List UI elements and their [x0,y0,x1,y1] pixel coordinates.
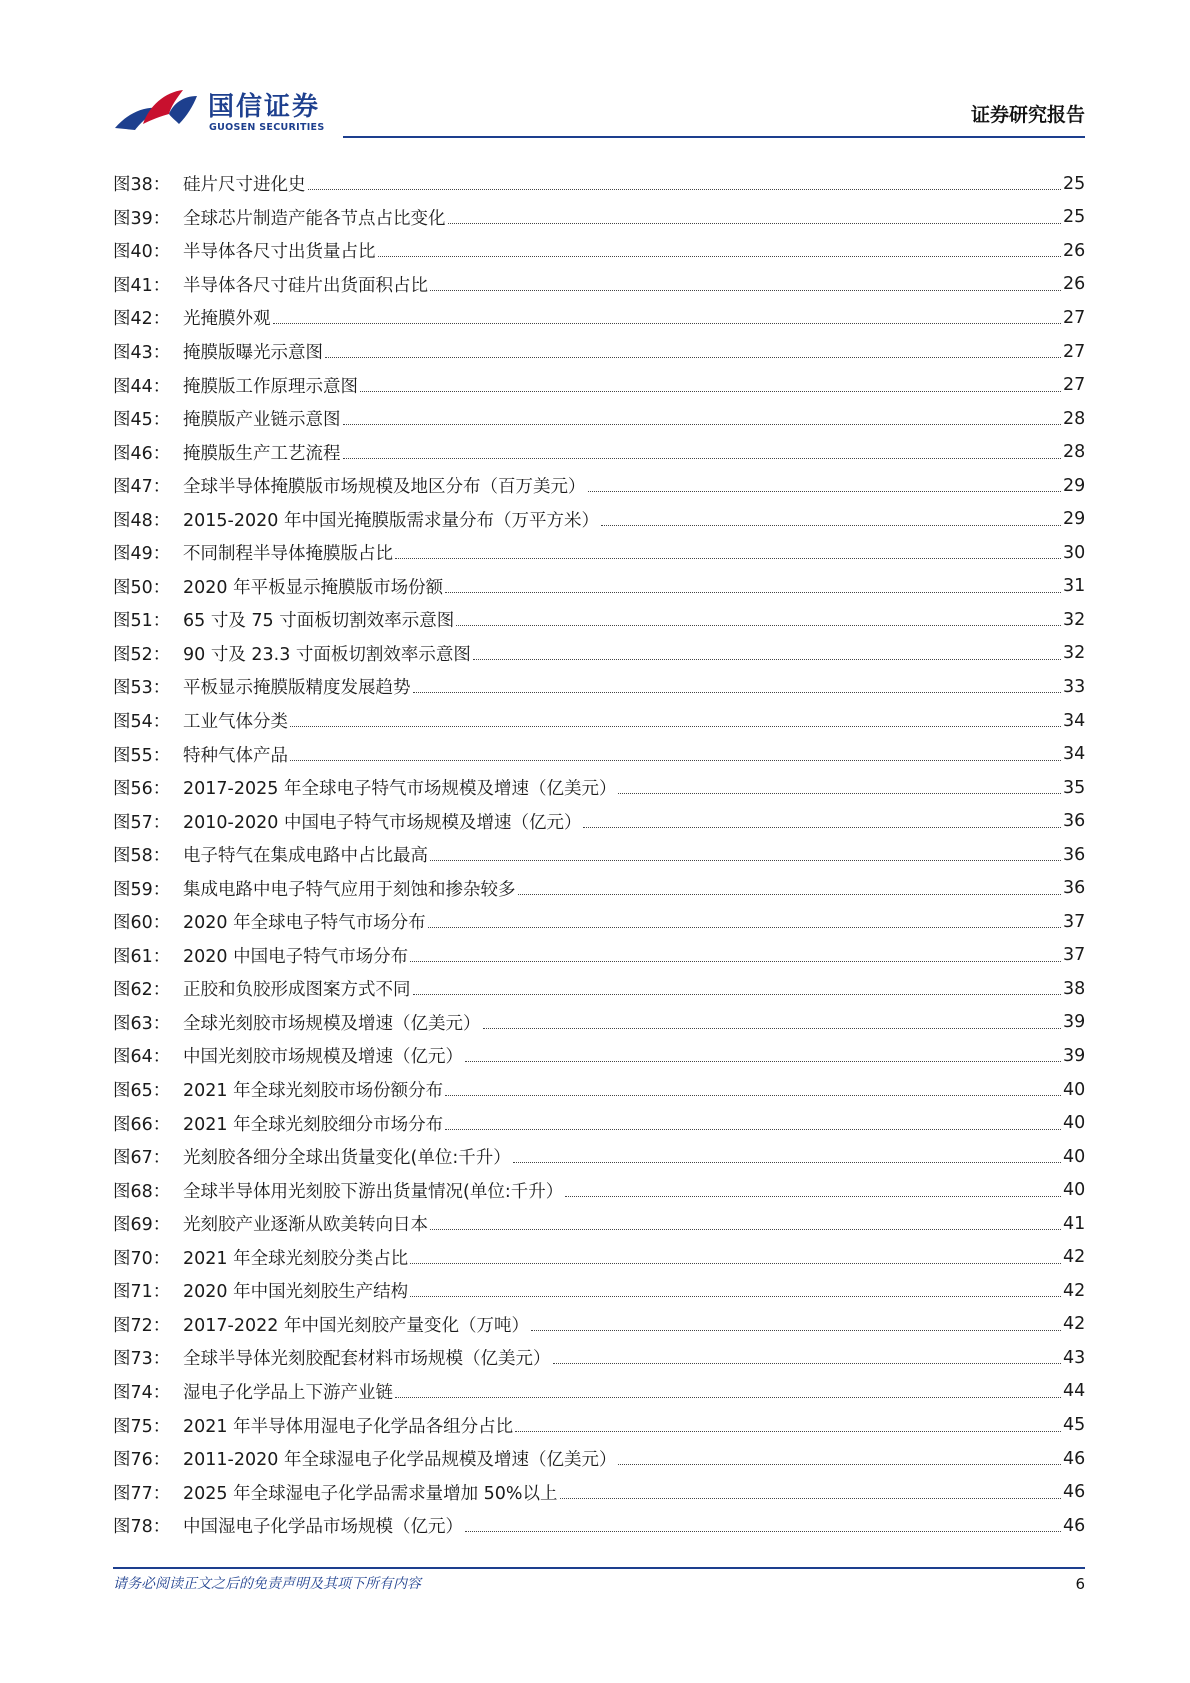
toc-page-number: 36 [1063,811,1086,832]
toc-figure-title: 2020 年中国光刻胶生产结构 [183,1282,409,1303]
toc-dot-leader [308,189,1062,190]
toc-dot-leader [395,1397,1061,1398]
toc-entry[interactable] [113,737,1085,771]
toc-entry[interactable] [113,1408,1085,1442]
toc-entry[interactable] [113,871,1085,905]
toc-figure-title: 2021 年全球光刻胶细分市场分布 [183,1114,444,1135]
toc-dot-leader [430,1229,1061,1230]
toc-entry[interactable] [113,335,1085,369]
toc-entry[interactable] [113,301,1085,335]
toc-figure-number: 图44： [113,376,171,397]
toc-entry[interactable] [113,268,1085,302]
toc-dot-leader [273,323,1062,324]
toc-figure-number: 图58： [113,846,171,867]
toc-figure-number: 图50： [113,577,171,598]
toc-entry[interactable] [113,1173,1085,1207]
toc-dot-leader [565,1196,1061,1197]
toc-figure-number: 图56： [113,779,171,800]
toc-figure-number: 图40： [113,242,171,263]
toc-dot-leader [553,1363,1062,1364]
toc-figure-number: 图49： [113,544,171,565]
toc-entry[interactable] [113,435,1085,469]
toc-entry[interactable] [113,1241,1085,1275]
toc-entry[interactable] [113,1006,1085,1040]
toc-figure-title: 2017-2022 年中国光刻胶产量变化（万吨） [183,1315,529,1336]
toc-page-number: 32 [1063,609,1086,630]
toc-figure-title: 2020 年平板显示掩膜版市场份额 [183,577,444,598]
toc-figure-number: 图69： [113,1215,171,1236]
toc-dot-leader [601,525,1061,526]
toc-entry[interactable] [113,1341,1085,1375]
toc-figure-title: 不同制程半导体掩膜版占比 [183,544,393,565]
toc-figure-title: 中国湿电子化学品市场规模（亿元） [183,1517,463,1538]
toc-dot-leader [428,927,1061,928]
toc-dot-leader [531,1330,1061,1331]
toc-dot-leader [560,1498,1061,1499]
toc-entry[interactable] [113,1509,1085,1543]
toc-page-number: 27 [1063,307,1086,328]
toc-figure-number: 图74： [113,1382,171,1403]
toc-figure-number: 图75： [113,1416,171,1437]
toc-entry[interactable] [113,637,1085,671]
toc-entry[interactable] [113,201,1085,235]
toc-figure-number: 图51： [113,611,171,632]
toc-figure-number: 图66： [113,1114,171,1135]
toc-figure-title: 掩膜版产业链示意图 [183,410,341,431]
toc-entry[interactable] [113,502,1085,536]
toc-entry[interactable] [113,603,1085,637]
guosen-logo-mark-icon [113,84,201,134]
toc-dot-leader [588,491,1062,492]
toc-figure-number: 图67： [113,1148,171,1169]
toc-page-number: 25 [1063,173,1086,194]
toc-dot-leader [360,391,1061,392]
toc-entry[interactable] [113,1375,1085,1409]
toc-dot-leader [410,961,1061,962]
toc-figure-number: 图48： [113,510,171,531]
toc-dot-leader [413,692,1062,693]
toc-dot-leader [513,1162,1061,1163]
toc-page-number: 26 [1063,274,1086,295]
toc-dot-leader [430,290,1061,291]
toc-figure-title: 特种气体产品 [183,745,288,766]
toc-figure-number: 图61： [113,946,171,967]
toc-page-number: 28 [1063,442,1086,463]
toc-entry[interactable] [113,368,1085,402]
toc-figure-title: 90 寸及 23.3 寸面板切割效率示意图 [183,644,471,665]
toc-figure-title: 光刻胶产业逐渐从欧美转向日本 [183,1215,428,1236]
toc-dot-leader [473,659,1061,660]
toc-figure-title: 半导体各尺寸出货量占比 [183,242,376,263]
figure-list [113,167,1085,1542]
toc-figure-title: 2017-2025 年全球电子特气市场规模及增速（亿美元） [183,779,617,800]
logo-chinese-name: 国信证券 [208,92,321,122]
toc-page-number: 46 [1063,1448,1086,1469]
toc-figure-title: 65 寸及 75 寸面板切割效率示意图 [183,611,455,632]
toc-figure-number: 图70： [113,1248,171,1269]
toc-entry[interactable] [113,1207,1085,1241]
toc-figure-number: 图38： [113,175,171,196]
toc-entry[interactable] [113,1073,1085,1107]
guosen-logo [113,80,333,136]
toc-dot-leader [456,625,1061,626]
toc-dot-leader [378,256,1062,257]
toc-figure-title: 光刻胶各细分全球出货量变化(单位:千升） [183,1148,511,1169]
toc-dot-leader [618,1464,1061,1465]
toc-dot-leader [395,558,1061,559]
toc-dot-leader [445,1095,1061,1096]
toc-page-number: 27 [1063,375,1086,396]
toc-figure-number: 图52： [113,644,171,665]
toc-dot-leader [583,827,1061,828]
toc-figure-number: 图45： [113,410,171,431]
toc-page-number: 30 [1063,542,1086,563]
toc-figure-number: 图68： [113,1181,171,1202]
toc-entry[interactable] [113,536,1085,570]
toc-figure-title: 全球半导体光刻胶配套材料市场规模（亿美元） [183,1349,551,1370]
toc-dot-leader [290,760,1061,761]
toc-entry[interactable] [113,1442,1085,1476]
logo-english-name: GUOSEN SECURITIES [209,122,325,133]
toc-dot-leader [343,458,1062,459]
toc-figure-title: 2021 年全球光刻胶分类占比 [183,1248,409,1269]
toc-page-number: 34 [1063,744,1086,765]
toc-page-number: 28 [1063,408,1086,429]
footer-divider [113,1567,1085,1569]
toc-page-number: 38 [1063,978,1086,999]
toc-page-number: 42 [1063,1280,1086,1301]
page-number: 6 [1075,1575,1085,1593]
toc-figure-title: 中国光刻胶市场规模及增速（亿元） [183,1047,463,1068]
toc-page-number: 44 [1063,1381,1086,1402]
toc-page-number: 40 [1063,1180,1086,1201]
toc-page-number: 40 [1063,1146,1086,1167]
toc-figure-number: 图65： [113,1081,171,1102]
toc-page-number: 41 [1063,1213,1086,1234]
toc-page-number: 46 [1063,1515,1086,1536]
toc-page-number: 46 [1063,1482,1086,1503]
toc-entry[interactable] [113,1274,1085,1308]
toc-page-number: 34 [1063,710,1086,731]
toc-entry[interactable] [113,570,1085,604]
header-divider [343,136,1085,138]
toc-dot-leader [483,1028,1062,1029]
toc-entry[interactable] [113,804,1085,838]
toc-page-number: 37 [1063,911,1086,932]
toc-figure-title: 2020 年全球电子特气市场分布 [183,913,426,934]
toc-page-number: 33 [1063,676,1086,697]
toc-page-number: 42 [1063,1247,1086,1268]
toc-page-number: 37 [1063,945,1086,966]
toc-page-number: 40 [1063,1079,1086,1100]
toc-dot-leader [445,1129,1061,1130]
toc-figure-title: 2025 年全球湿电子化学品需求量增加 50%以上 [183,1483,558,1504]
toc-figure-title: 2021 年全球光刻胶市场份额分布 [183,1081,444,1102]
toc-figure-title: 半导体各尺寸硅片出货面积占比 [183,275,428,296]
toc-figure-number: 图53： [113,678,171,699]
toc-entry[interactable] [113,670,1085,704]
toc-figure-number: 图55： [113,745,171,766]
toc-dot-leader [445,592,1061,593]
toc-page-number: 35 [1063,777,1086,798]
toc-figure-title: 全球半导体掩膜版市场规模及地区分布（百万美元） [183,477,586,498]
toc-figure-title: 2010-2020 中国电子特气市场规模及增速（亿元） [183,812,582,833]
toc-page-number: 27 [1063,341,1086,362]
toc-dot-leader [448,223,1062,224]
toc-figure-title: 掩膜版生产工艺流程 [183,443,341,464]
toc-entry[interactable] [113,1308,1085,1342]
toc-page-number: 40 [1063,1113,1086,1134]
toc-entry[interactable] [113,469,1085,503]
toc-figure-number: 图71： [113,1282,171,1303]
toc-figure-title: 全球半导体用光刻胶下游出货量情况(单位:千升） [183,1181,564,1202]
toc-figure-number: 图78： [113,1517,171,1538]
toc-entry[interactable] [113,1039,1085,1073]
toc-entry[interactable] [113,838,1085,872]
toc-figure-number: 图64： [113,1047,171,1068]
toc-figure-title: 电子特气在集成电路中占比最高 [183,846,428,867]
report-type-label: 证券研究报告 [970,104,1085,126]
toc-figure-title: 2015-2020 年中国光掩膜版需求量分布（万平方米） [183,510,599,531]
toc-figure-number: 图47： [113,477,171,498]
footer-disclaimer: 请务必阅读正文之后的免责声明及其项下所有内容 [113,1576,421,1592]
toc-page-number: 36 [1063,878,1086,899]
toc-figure-number: 图76： [113,1450,171,1471]
toc-dot-leader [430,860,1061,861]
toc-dot-leader [343,424,1062,425]
toc-dot-leader [325,357,1061,358]
toc-figure-title: 全球光刻胶市场规模及增速（亿美元） [183,1013,481,1034]
toc-dot-leader [410,1263,1061,1264]
toc-figure-title: 全球芯片制造产能各节点占比变化 [183,208,446,229]
toc-figure-number: 图63： [113,1013,171,1034]
toc-entry[interactable] [113,234,1085,268]
toc-dot-leader [465,1531,1061,1532]
toc-figure-title: 湿电子化学品上下游产业链 [183,1382,393,1403]
toc-dot-leader [413,994,1062,995]
toc-figure-number: 图62： [113,980,171,1001]
page-header [113,80,1085,140]
toc-figure-number: 图60： [113,913,171,934]
toc-figure-number: 图43： [113,343,171,363]
toc-figure-number: 图73： [113,1349,171,1370]
toc-entry[interactable] [113,1106,1085,1140]
toc-page-number: 31 [1063,576,1086,597]
toc-figure-number: 图41： [113,275,171,296]
toc-dot-leader [290,726,1061,727]
toc-figure-title: 平板显示掩膜版精度发展趋势 [183,678,411,699]
toc-figure-title: 工业气体分类 [183,712,288,733]
toc-figure-number: 图77： [113,1483,171,1504]
toc-figure-title: 掩膜版曝光示意图 [183,343,323,363]
toc-page-number: 43 [1063,1347,1086,1368]
toc-figure-number: 图54： [113,712,171,733]
toc-entry[interactable] [113,771,1085,805]
toc-figure-title: 光掩膜外观 [183,309,271,330]
toc-figure-title: 2011-2020 年全球湿电子化学品规模及增速（亿美元） [183,1450,617,1471]
toc-entry[interactable] [113,167,1085,201]
toc-entry[interactable] [113,905,1085,939]
toc-page-number: 42 [1063,1314,1086,1335]
toc-dot-leader [518,894,1062,895]
toc-figure-number: 图59： [113,879,171,900]
toc-page-number: 25 [1063,207,1086,228]
toc-figure-number: 图57： [113,812,171,833]
toc-page-number: 39 [1063,1045,1086,1066]
toc-dot-leader [465,1061,1061,1062]
toc-figure-title: 硅片尺寸进化史 [183,175,306,196]
toc-page-number: 29 [1063,509,1086,530]
toc-page-number: 36 [1063,844,1086,865]
toc-figure-title: 2021 年半导体用湿电子化学品各组分占比 [183,1416,514,1437]
toc-figure-title: 掩膜版工作原理示意图 [183,376,358,397]
toc-figure-number: 图39： [113,208,171,229]
toc-page-number: 32 [1063,643,1086,664]
toc-figure-number: 图72： [113,1315,171,1336]
toc-page-number: 26 [1063,240,1086,261]
toc-figure-number: 图46： [113,443,171,464]
toc-figure-title: 正胶和负胶形成图案方式不同 [183,980,411,1001]
toc-page-number: 29 [1063,475,1086,496]
toc-dot-leader [515,1431,1061,1432]
toc-page-number: 45 [1063,1415,1086,1435]
toc-dot-leader [410,1296,1061,1297]
toc-entry[interactable] [113,1140,1085,1174]
toc-figure-title: 集成电路中电子特气应用于刻蚀和掺杂较多 [183,879,516,900]
toc-entry[interactable] [113,1475,1085,1509]
toc-entry[interactable] [113,704,1085,738]
toc-figure-title: 2020 中国电子特气市场分布 [183,946,409,967]
toc-entry[interactable] [113,402,1085,436]
toc-entry[interactable] [113,972,1085,1006]
toc-figure-number: 图42： [113,309,171,330]
toc-entry[interactable] [113,939,1085,973]
toc-dot-leader [618,793,1061,794]
toc-page-number: 39 [1063,1012,1086,1033]
